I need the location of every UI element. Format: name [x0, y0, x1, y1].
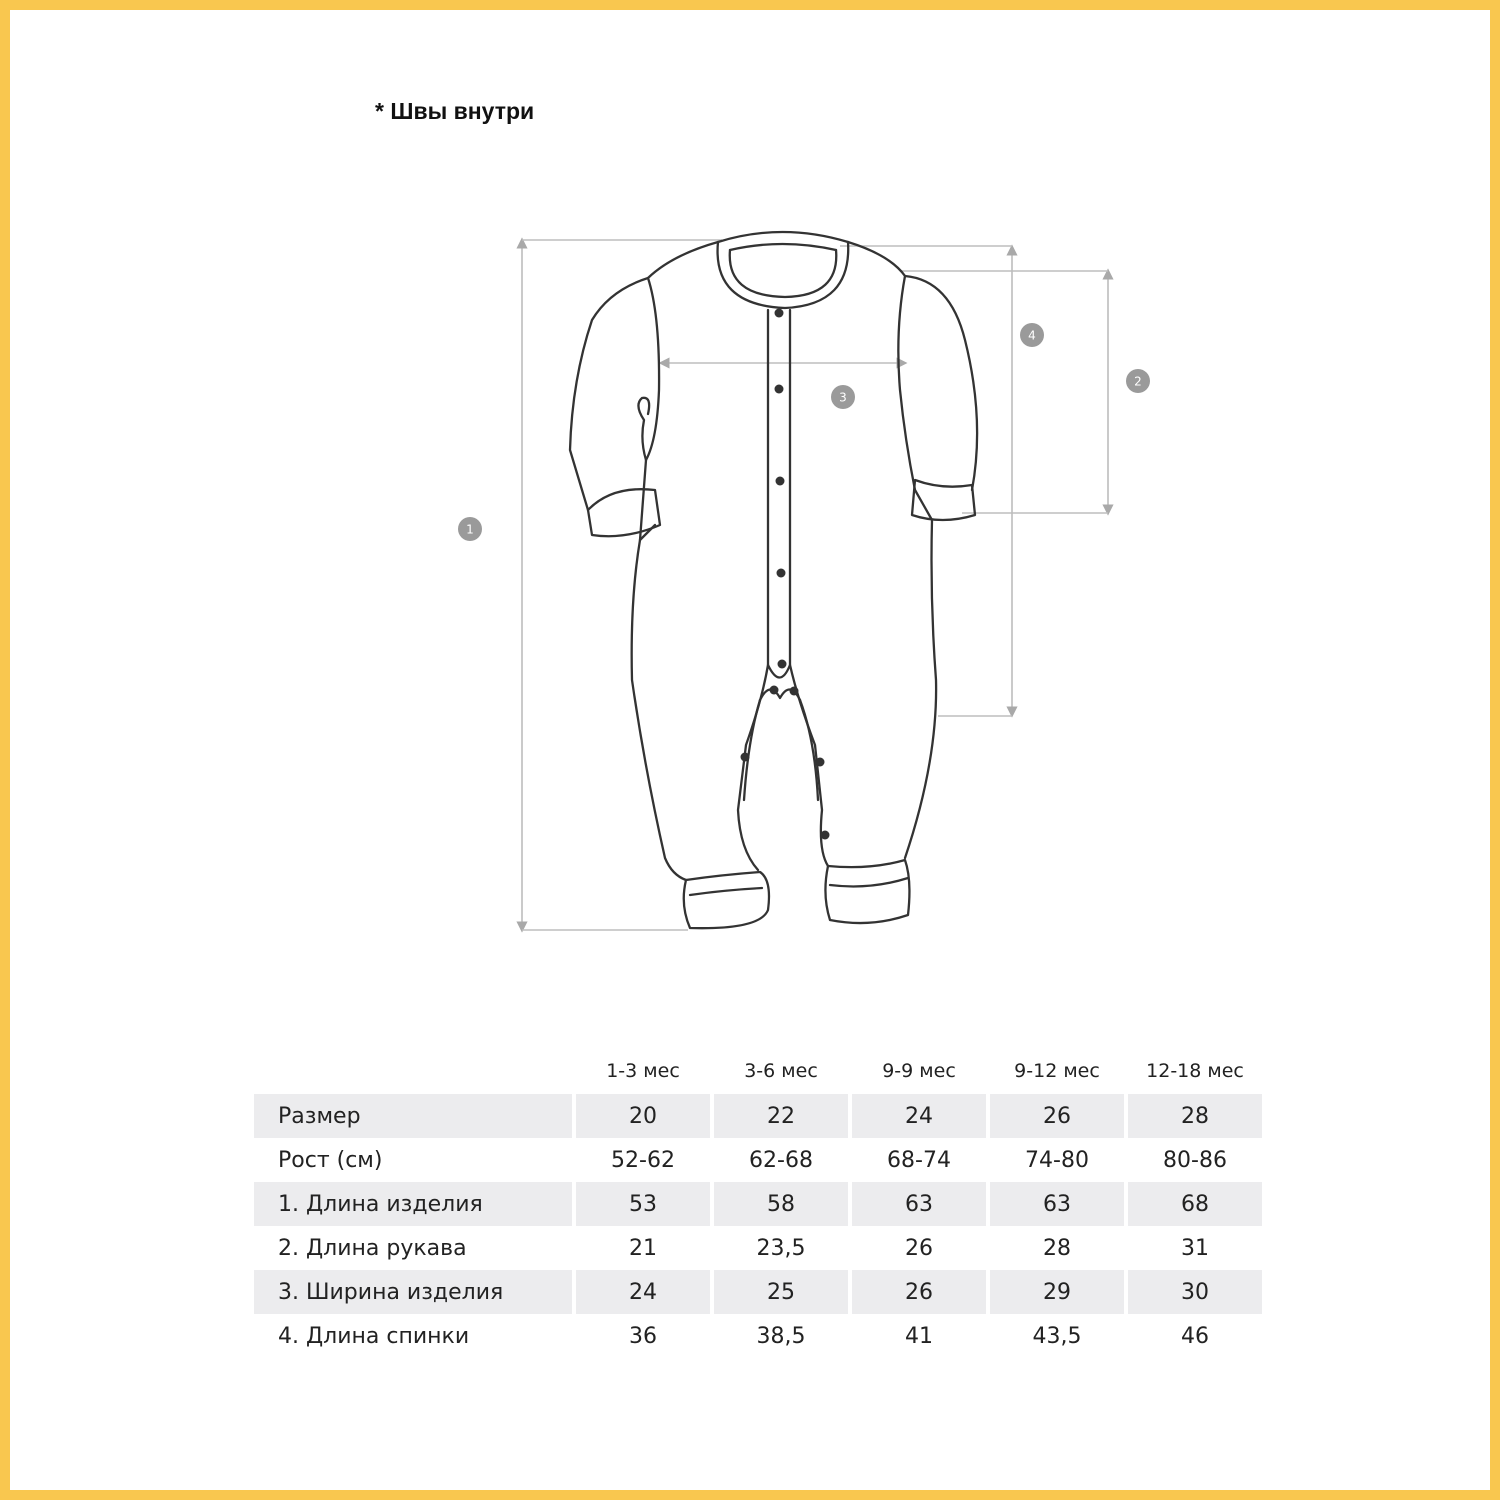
table-cell: 28: [1128, 1094, 1262, 1138]
table-cell: 26: [905, 1235, 933, 1261]
table-row: [254, 1314, 1262, 1358]
table-cell: 63: [990, 1182, 1124, 1226]
table-cell: 41: [905, 1323, 933, 1349]
snap-button: [790, 687, 799, 696]
snap-buttons: [741, 309, 830, 840]
table-cell: 21: [629, 1235, 657, 1261]
row-label: Рост (см): [278, 1147, 383, 1173]
table-cell: 58: [714, 1182, 848, 1226]
marker-back-length: [1020, 323, 1044, 347]
table-row: [254, 1270, 1262, 1314]
table-cell: 52-62: [611, 1147, 675, 1173]
table-cell: 30: [1128, 1270, 1262, 1314]
table-cell: 24: [852, 1094, 986, 1138]
snap-button: [775, 309, 784, 318]
svg-text:1: 1: [466, 522, 474, 537]
table-cell: 20: [576, 1094, 710, 1138]
marker-sleeve-length: [1126, 369, 1150, 393]
snap-button: [741, 753, 750, 762]
table-cell: 74-80: [1025, 1147, 1089, 1173]
table-row: [254, 1138, 1262, 1182]
table-cell: 38,5: [756, 1323, 806, 1349]
dimension-lines: [522, 240, 1108, 930]
row-label: Размер: [254, 1094, 572, 1138]
svg-text:3: 3: [839, 390, 847, 405]
table-cell: 36: [629, 1323, 657, 1349]
table-cell: 26: [990, 1094, 1124, 1138]
row-label: 4. Длина спинки: [278, 1323, 470, 1349]
seams-note: * Швы внутри: [375, 98, 535, 124]
table-cell: 31: [1181, 1235, 1209, 1261]
table-cell: 68: [1128, 1182, 1262, 1226]
table-cell: 80-86: [1163, 1147, 1227, 1173]
snap-button: [775, 385, 784, 394]
table-row: [254, 1226, 1262, 1270]
table-cell: 53: [576, 1182, 710, 1226]
column-header: 1-3 мес: [606, 1060, 680, 1082]
marker-width: [831, 385, 855, 409]
snap-button: [770, 686, 779, 695]
table-cell: 28: [1043, 1235, 1071, 1261]
table-cell: 29: [990, 1270, 1124, 1314]
table-row: [254, 1094, 1262, 1138]
table-cell: 22: [714, 1094, 848, 1138]
column-header: 3-6 мес: [744, 1060, 818, 1082]
table-cell: 26: [852, 1270, 986, 1314]
snap-button: [821, 831, 830, 840]
table-cell: 25: [714, 1270, 848, 1314]
table-corner: [254, 1048, 572, 1094]
table-cell: 46: [1181, 1323, 1209, 1349]
row-label: 3. Ширина изделия: [254, 1270, 572, 1314]
row-label: 2. Длина рукава: [278, 1235, 467, 1261]
column-header: 9-12 мес: [1014, 1060, 1100, 1082]
svg-text:2: 2: [1134, 374, 1142, 389]
snap-button: [778, 660, 787, 669]
column-header: 9-9 мес: [882, 1060, 956, 1082]
snap-button: [777, 569, 786, 578]
table-row: [254, 1182, 1262, 1226]
table-cell: 43,5: [1032, 1323, 1082, 1349]
row-label: 1. Длина изделия: [254, 1182, 572, 1226]
column-header: 12-18 мес: [1146, 1060, 1244, 1082]
marker-length: [458, 517, 482, 541]
table-header-row: [254, 1048, 1262, 1094]
table-cell: 62-68: [749, 1147, 813, 1173]
table-cell: 68-74: [887, 1147, 951, 1173]
svg-text:4: 4: [1028, 328, 1036, 343]
snap-button: [776, 477, 785, 486]
table-cell: 63: [852, 1182, 986, 1226]
table-cell: 24: [576, 1270, 710, 1314]
table-cell: 23,5: [756, 1235, 806, 1261]
snap-button: [816, 758, 825, 767]
bodysuit-outline: [570, 232, 977, 928]
size-chart-table: [250, 1048, 1266, 1358]
